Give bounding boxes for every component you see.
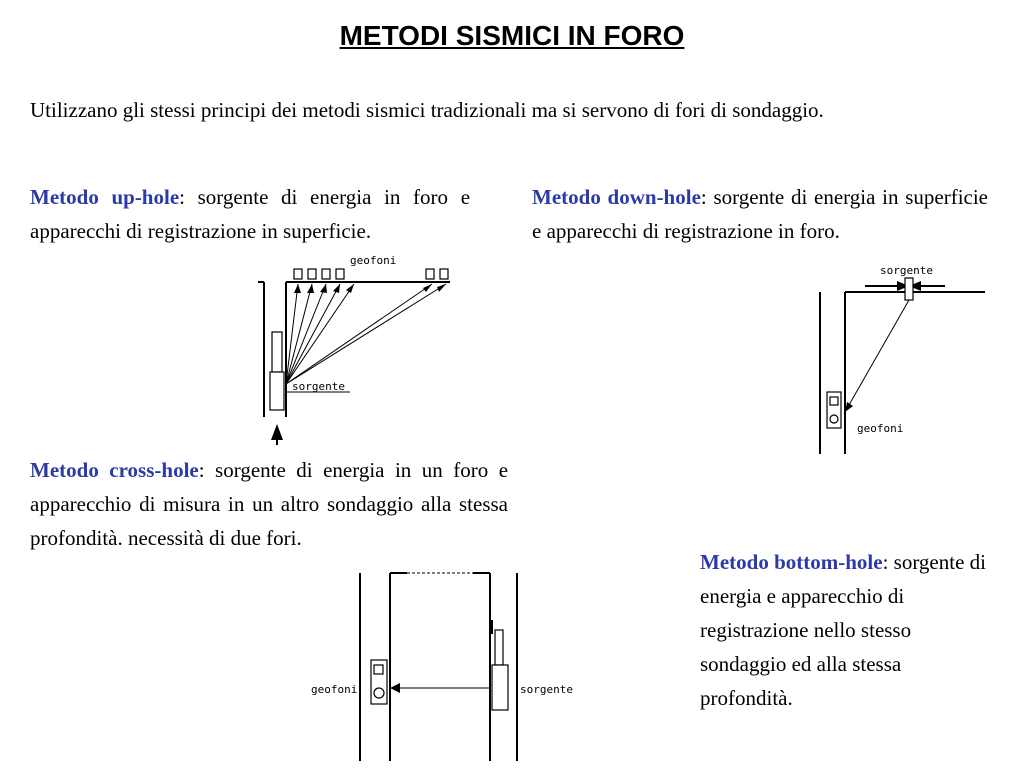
down-hole-sorgente-label: sorgente: [880, 264, 933, 277]
bottom-hole-description: [700, 545, 990, 715]
page-title: METODI SISMICI IN FORO: [339, 20, 685, 51]
cross-hole-description: [30, 453, 508, 555]
down-hole-text: : sorgente di energia in superficie e apparecchi di registrazione in foro.: [532, 185, 989, 243]
intro-paragraph: Utilizzano gli stessi principi dei metodi sismici tradizionali ma si servono di fori di sondaggio.: [30, 98, 824, 122]
down-hole-description: [532, 180, 988, 248]
cross-hole-name: Metodo cross-hole: [30, 458, 199, 482]
down-hole-name: Metodo down-hole: [532, 185, 701, 209]
up-hole-sorgente-label: sorgente: [292, 380, 345, 393]
up-hole-text: : sorgente di energia in foro e apparecchi di registrazione in superficie.: [30, 185, 471, 243]
down-hole-geofoni-label: geofoni: [857, 422, 904, 435]
up-hole-geofoni-label: geofoni: [350, 254, 397, 267]
up-hole-name: Metodo up-hole: [30, 185, 180, 209]
cross-hole-sorgente-label: sorgente: [520, 683, 573, 696]
bottom-hole-text: : sorgente di energia e apparecchio di registrazione nello stesso sondaggio ed alla stessa profondità.: [700, 550, 986, 710]
cross-hole-diagram: [305, 565, 580, 763]
up-hole-description: [30, 180, 470, 248]
up-hole-diagram: [250, 252, 465, 445]
cross-hole-text: : sorgente di energia in un foro e apparecchio di misura in un altro sondaggio alla stessa profondità. necessità di due fori.: [30, 458, 509, 550]
cross-hole-geofoni-label: geofoni: [311, 683, 358, 696]
down-hole-diagram: [805, 262, 990, 457]
bottom-hole-name: Metodo bottom-hole: [700, 550, 883, 574]
